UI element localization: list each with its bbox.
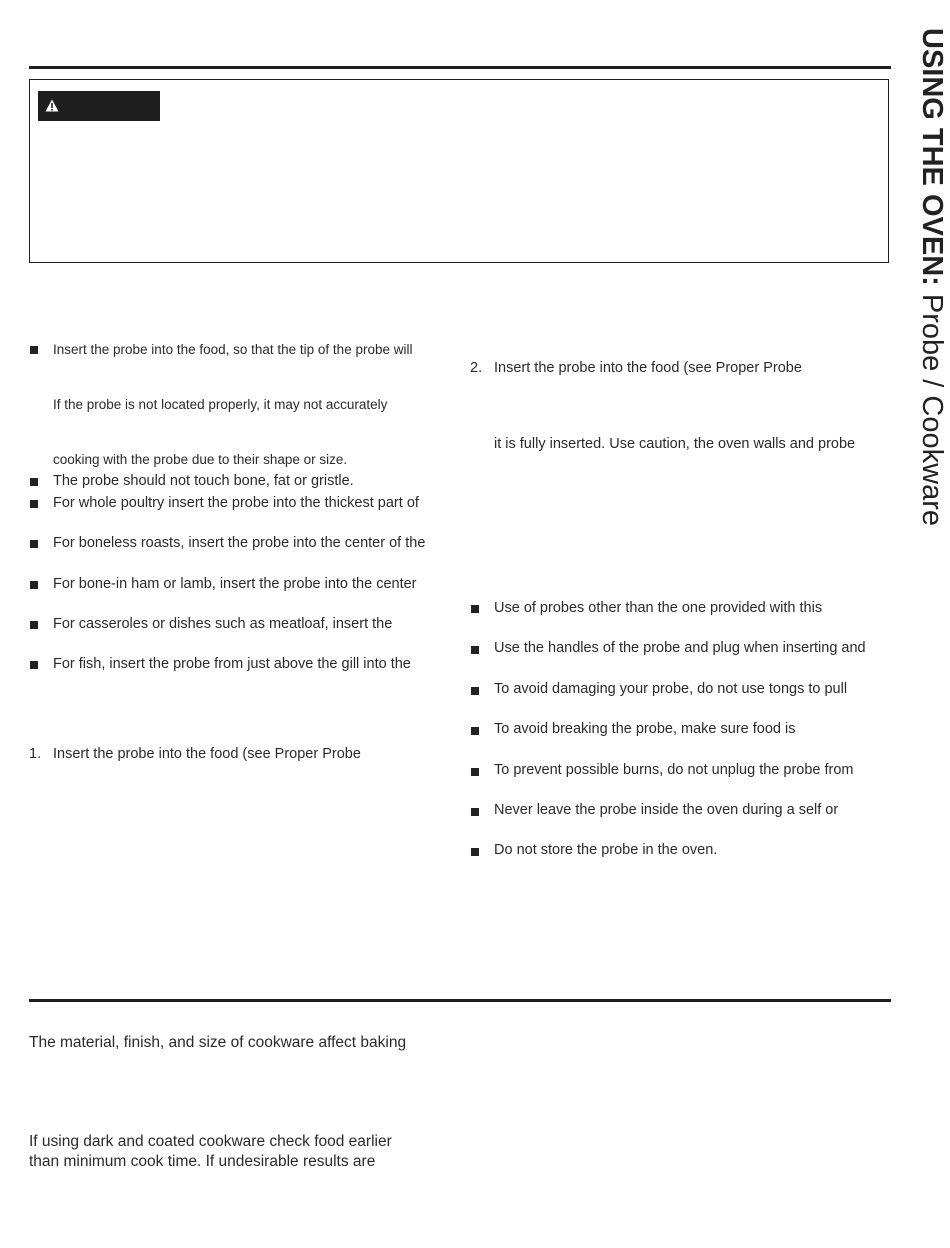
step-2-line-2: it is fully inserted. Use caution, the oven walls and probe <box>494 436 856 452</box>
list-item: Use of probes other than the one provided with this <box>494 600 823 616</box>
bullet-marker <box>30 540 38 548</box>
list-item: To avoid breaking the probe, make sure food is <box>494 721 796 737</box>
bullet-marker <box>471 646 479 654</box>
list-item: Use the handles of the probe and plug when inserting and <box>494 640 866 656</box>
bullet-marker <box>30 621 38 629</box>
step-number: 2. <box>470 360 483 376</box>
step-2-line-1: Insert the probe into the food (see Proper Probe <box>494 360 802 376</box>
cookware-paragraph-2-line-1: If using dark and coated cookware check food earlier <box>29 1133 392 1150</box>
list-item: The probe should not touch bone, fat or gristle. <box>53 473 354 489</box>
list-item: For bone-in ham or lamb, insert the probe into the center <box>53 576 417 592</box>
list-item: For casseroles or dishes such as meatloaf, insert the <box>53 616 393 632</box>
warning-label <box>38 91 160 121</box>
side-title-bold: USING THE OVEN: <box>916 28 948 286</box>
probe-placement-line-2: If the probe is not located properly, it may not accurately <box>53 397 388 412</box>
bullet-marker <box>471 848 479 856</box>
bullet-marker <box>30 581 38 589</box>
probe-placement-line-1: Insert the probe into the food, so that the tip of the probe will <box>53 342 413 357</box>
list-item: Never leave the probe inside the oven during a self or <box>494 802 839 818</box>
list-item: For fish, insert the probe from just above the gill into the <box>53 656 411 672</box>
bullet-marker <box>30 346 38 354</box>
list-item: To avoid damaging your probe, do not use tongs to pull <box>494 681 848 697</box>
list-item: To prevent possible burns, do not unplug the probe from <box>494 762 854 778</box>
list-item: For whole poultry insert the probe into the thickest part of <box>53 495 419 511</box>
bullet-marker <box>471 808 479 816</box>
bullet-marker <box>471 605 479 613</box>
bullet-marker <box>30 478 38 486</box>
bullet-marker <box>30 661 38 669</box>
warning-box <box>29 79 889 263</box>
top-rule <box>29 66 891 69</box>
side-title-rest: Probe / Cookware <box>916 285 948 526</box>
bullet-marker <box>471 687 479 695</box>
warning-icon <box>45 99 59 112</box>
cookware-paragraph-2-line-2: than minimum cook time. If undesirable results are <box>29 1153 376 1170</box>
section-rule <box>29 999 891 1002</box>
step-1-text: Insert the probe into the food (see Proper Probe <box>53 746 361 762</box>
bullet-marker <box>471 727 479 735</box>
bullet-marker <box>471 768 479 776</box>
list-item: Do not store the probe in the oven. <box>494 842 718 858</box>
step-number: 1. <box>29 746 42 762</box>
side-title <box>917 28 947 628</box>
list-item: For boneless roasts, insert the probe into the center of the <box>53 535 426 551</box>
cookware-paragraph-1: The material, finish, and size of cookware affect baking <box>29 1034 407 1051</box>
bullet-marker <box>30 500 38 508</box>
probe-placement-line-3: cooking with the probe due to their shape or size. <box>53 452 348 467</box>
